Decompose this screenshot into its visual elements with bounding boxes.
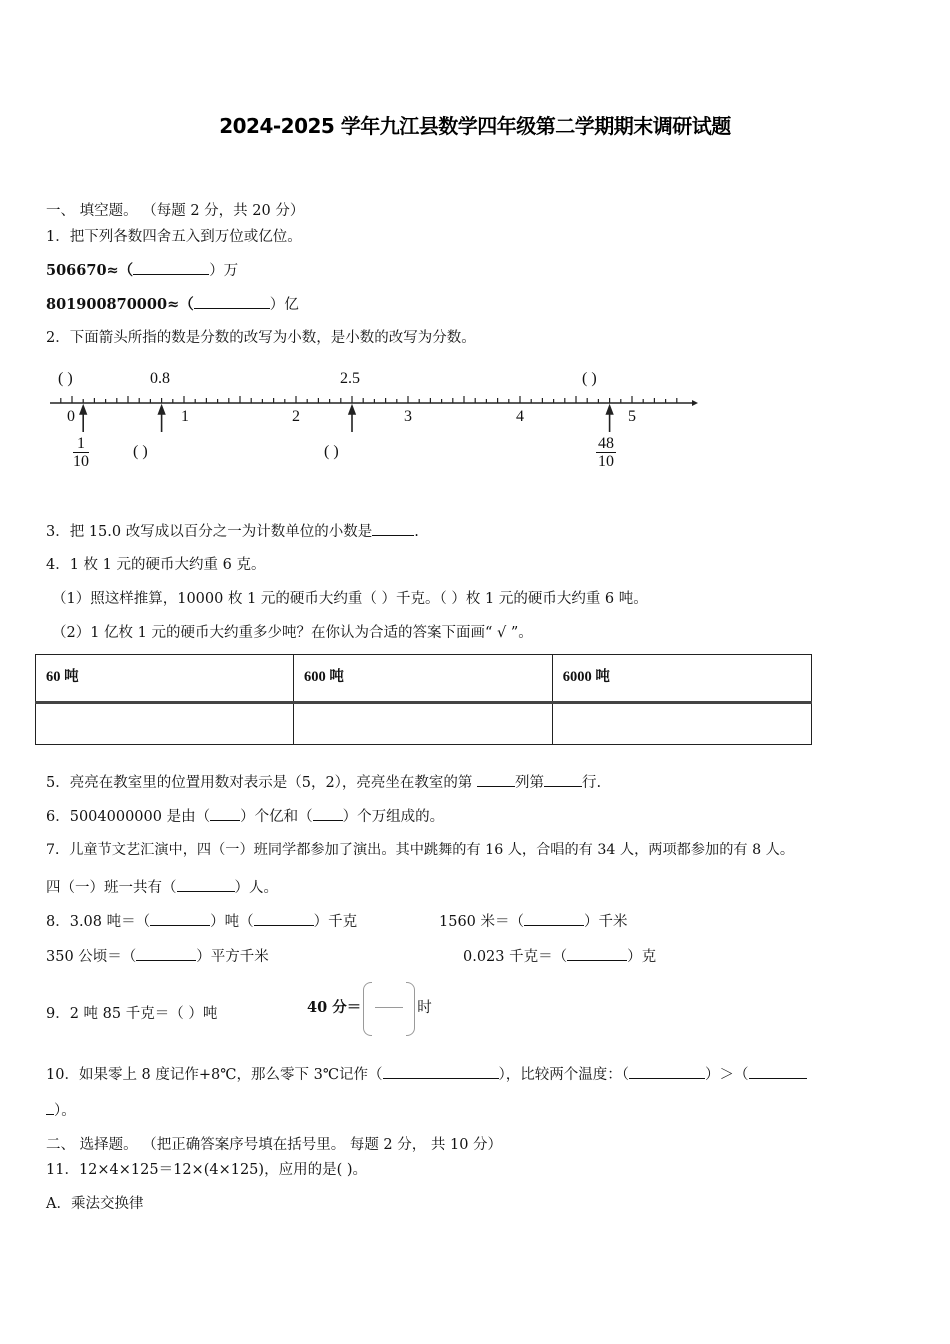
q8-blank-sqkm[interactable] xyxy=(136,946,196,961)
q1-line1-number: 506670≈（ xyxy=(46,262,134,279)
q10-blank-greater[interactable] xyxy=(629,1064,705,1079)
top-label-2-5: 2.5 xyxy=(340,370,360,387)
q8-line-1: 8．3.08 吨＝（ ）吨（ ）千克 xyxy=(46,911,357,932)
q5-line: 5．亮亮在教室里的位置用数对表示是（5，2），亮亮坐在教室的第 列第 行. xyxy=(46,772,601,793)
q7-blank[interactable] xyxy=(177,877,235,892)
page-title: 2024-2025 学年九江县数学四年级第二学期期末调研试题 xyxy=(219,114,731,138)
fraction-1-10: $\frac{1}{10}$ xyxy=(73,435,89,470)
tick-label-2: 2 xyxy=(292,408,300,425)
q8-line-2b: 0.023 千克＝（ ）克 xyxy=(463,946,656,967)
q1-blank-2[interactable] xyxy=(194,294,270,309)
q11-option-a[interactable]: A．乘法交换律 xyxy=(46,1196,144,1212)
number-line-axis xyxy=(0,360,760,480)
table-header-600t: 600 吨 xyxy=(294,655,553,703)
q8-blank-kg[interactable] xyxy=(254,911,314,926)
q6-blank-yi[interactable] xyxy=(210,806,240,821)
q10-line-2: ）。 xyxy=(46,1100,76,1121)
table-answer-cell-60t[interactable] xyxy=(36,703,294,745)
q4-prompt: 4．1 枚 1 元的硬币大约重 6 克。 xyxy=(46,557,266,573)
q4-sub-2: （2）1 亿枚 1 元的硬币大约重多少吨？在你认为合适的答案下面画“ √ ”。 xyxy=(52,625,533,641)
q8-blank-km[interactable] xyxy=(524,911,584,926)
tick-label-0: 0 xyxy=(67,408,75,425)
q9-part-a: 9．2 吨 85 千克＝（ ）吨 xyxy=(46,1006,218,1022)
top-label-0-8: 0.8 xyxy=(150,370,170,387)
q4-sub-1: （1）照这样推算，10000 枚 1 元的硬币大约重（ ）千克。（ ）枚 1 元的硬币大约重 6 吨。 xyxy=(52,591,648,607)
q3-blank[interactable] xyxy=(372,521,414,536)
q10-blank-lesser[interactable] xyxy=(749,1064,807,1079)
tick-label-3: 3 xyxy=(404,408,412,425)
q6-line: 6．5004000000 是由（ ）个亿和（ ）个万组成的。 xyxy=(46,806,444,827)
bottom-blank-0-8[interactable]: ( ) xyxy=(133,443,148,460)
table-header-60t: 60 吨 xyxy=(36,655,294,703)
number-line-figure xyxy=(0,360,760,480)
q3-line: 3．把 15.0 改写成以百分之一为计数单位的小数是 . xyxy=(46,521,419,542)
table-answer-row xyxy=(36,703,812,745)
q8-blank-g[interactable] xyxy=(567,946,627,961)
table-answer-cell-6000t[interactable] xyxy=(552,703,811,745)
tick-label-5: 5 xyxy=(628,408,636,425)
arrow-icons xyxy=(80,406,612,432)
answer-table xyxy=(35,654,812,745)
fraction-48-10: $\frac{48}{10}$ xyxy=(598,435,614,470)
top-blank-4-8[interactable]: ( ) xyxy=(582,370,597,387)
q1-line2-unit: ）亿 xyxy=(269,297,299,313)
section-1-heading: 一、 填空题。 （每题 2 分，共 20 分） xyxy=(46,203,305,219)
q5-blank-row[interactable] xyxy=(544,772,582,787)
minor-ticks xyxy=(61,396,677,403)
table-header-row xyxy=(36,655,812,703)
q1-line-2 xyxy=(46,294,299,315)
table-header-6000t: 6000 吨 xyxy=(552,655,811,703)
q6-blank-wan[interactable] xyxy=(313,806,343,821)
q1-blank-1[interactable] xyxy=(133,260,209,275)
q9-fraction-input[interactable] xyxy=(363,982,415,1034)
q1-line-1 xyxy=(46,260,238,281)
table-answer-cell-600t[interactable] xyxy=(294,703,553,745)
q10-line-1: 10．如果零上 8 度记作+8℃，那么零下 3℃记作（ ），比较两个温度：（ ）＞（ xyxy=(46,1064,807,1085)
q8-line-1b: 1560 米＝（ ）千米 xyxy=(439,911,628,932)
section-2-heading: 二、 选择题。 （把正确答案序号填在括号里。 每题 2 分， 共 10 分） xyxy=(46,1137,503,1153)
q7-prompt: 7．儿童节文艺汇演中，四（一）班同学都参加了演出。其中跳舞的有 16 人，合唱的有 34 人，两项都参加的有 8 人。 xyxy=(46,842,795,858)
top-blank-0-1[interactable]: ( ) xyxy=(58,370,73,387)
tick-label-4: 4 xyxy=(516,408,524,425)
q8-blank-ton[interactable] xyxy=(150,911,210,926)
q2-prompt: 2．下面箭头所指的数是分数的改写为小数，是小数的改写为分数。 xyxy=(46,330,476,346)
tick-label-1: 1 xyxy=(181,408,189,425)
q1-prompt: 1．把下列各数四舍五入到万位或亿位。 xyxy=(46,229,302,245)
q10-blank-minus3[interactable] xyxy=(383,1064,499,1079)
q8-line-2: 350 公顷＝（ ）平方千米 xyxy=(46,946,269,967)
q7-line-2: 四（一）班一共有（ ）人。 xyxy=(46,877,278,898)
bottom-blank-2-5[interactable]: ( ) xyxy=(324,443,339,460)
q5-blank-column[interactable] xyxy=(477,772,515,787)
q1-line1-unit: ）万 xyxy=(209,263,239,279)
q11-prompt: 11．12×4×125＝12×(4×125)，应用的是( )。 xyxy=(46,1162,367,1178)
q9-part-b: 40 分＝ 时 xyxy=(307,982,432,1034)
q1-line2-number: 801900870000≈（ xyxy=(46,296,194,313)
q3-prompt: 3．把 15.0 改写成以百分之一为计数单位的小数是 xyxy=(46,524,373,540)
